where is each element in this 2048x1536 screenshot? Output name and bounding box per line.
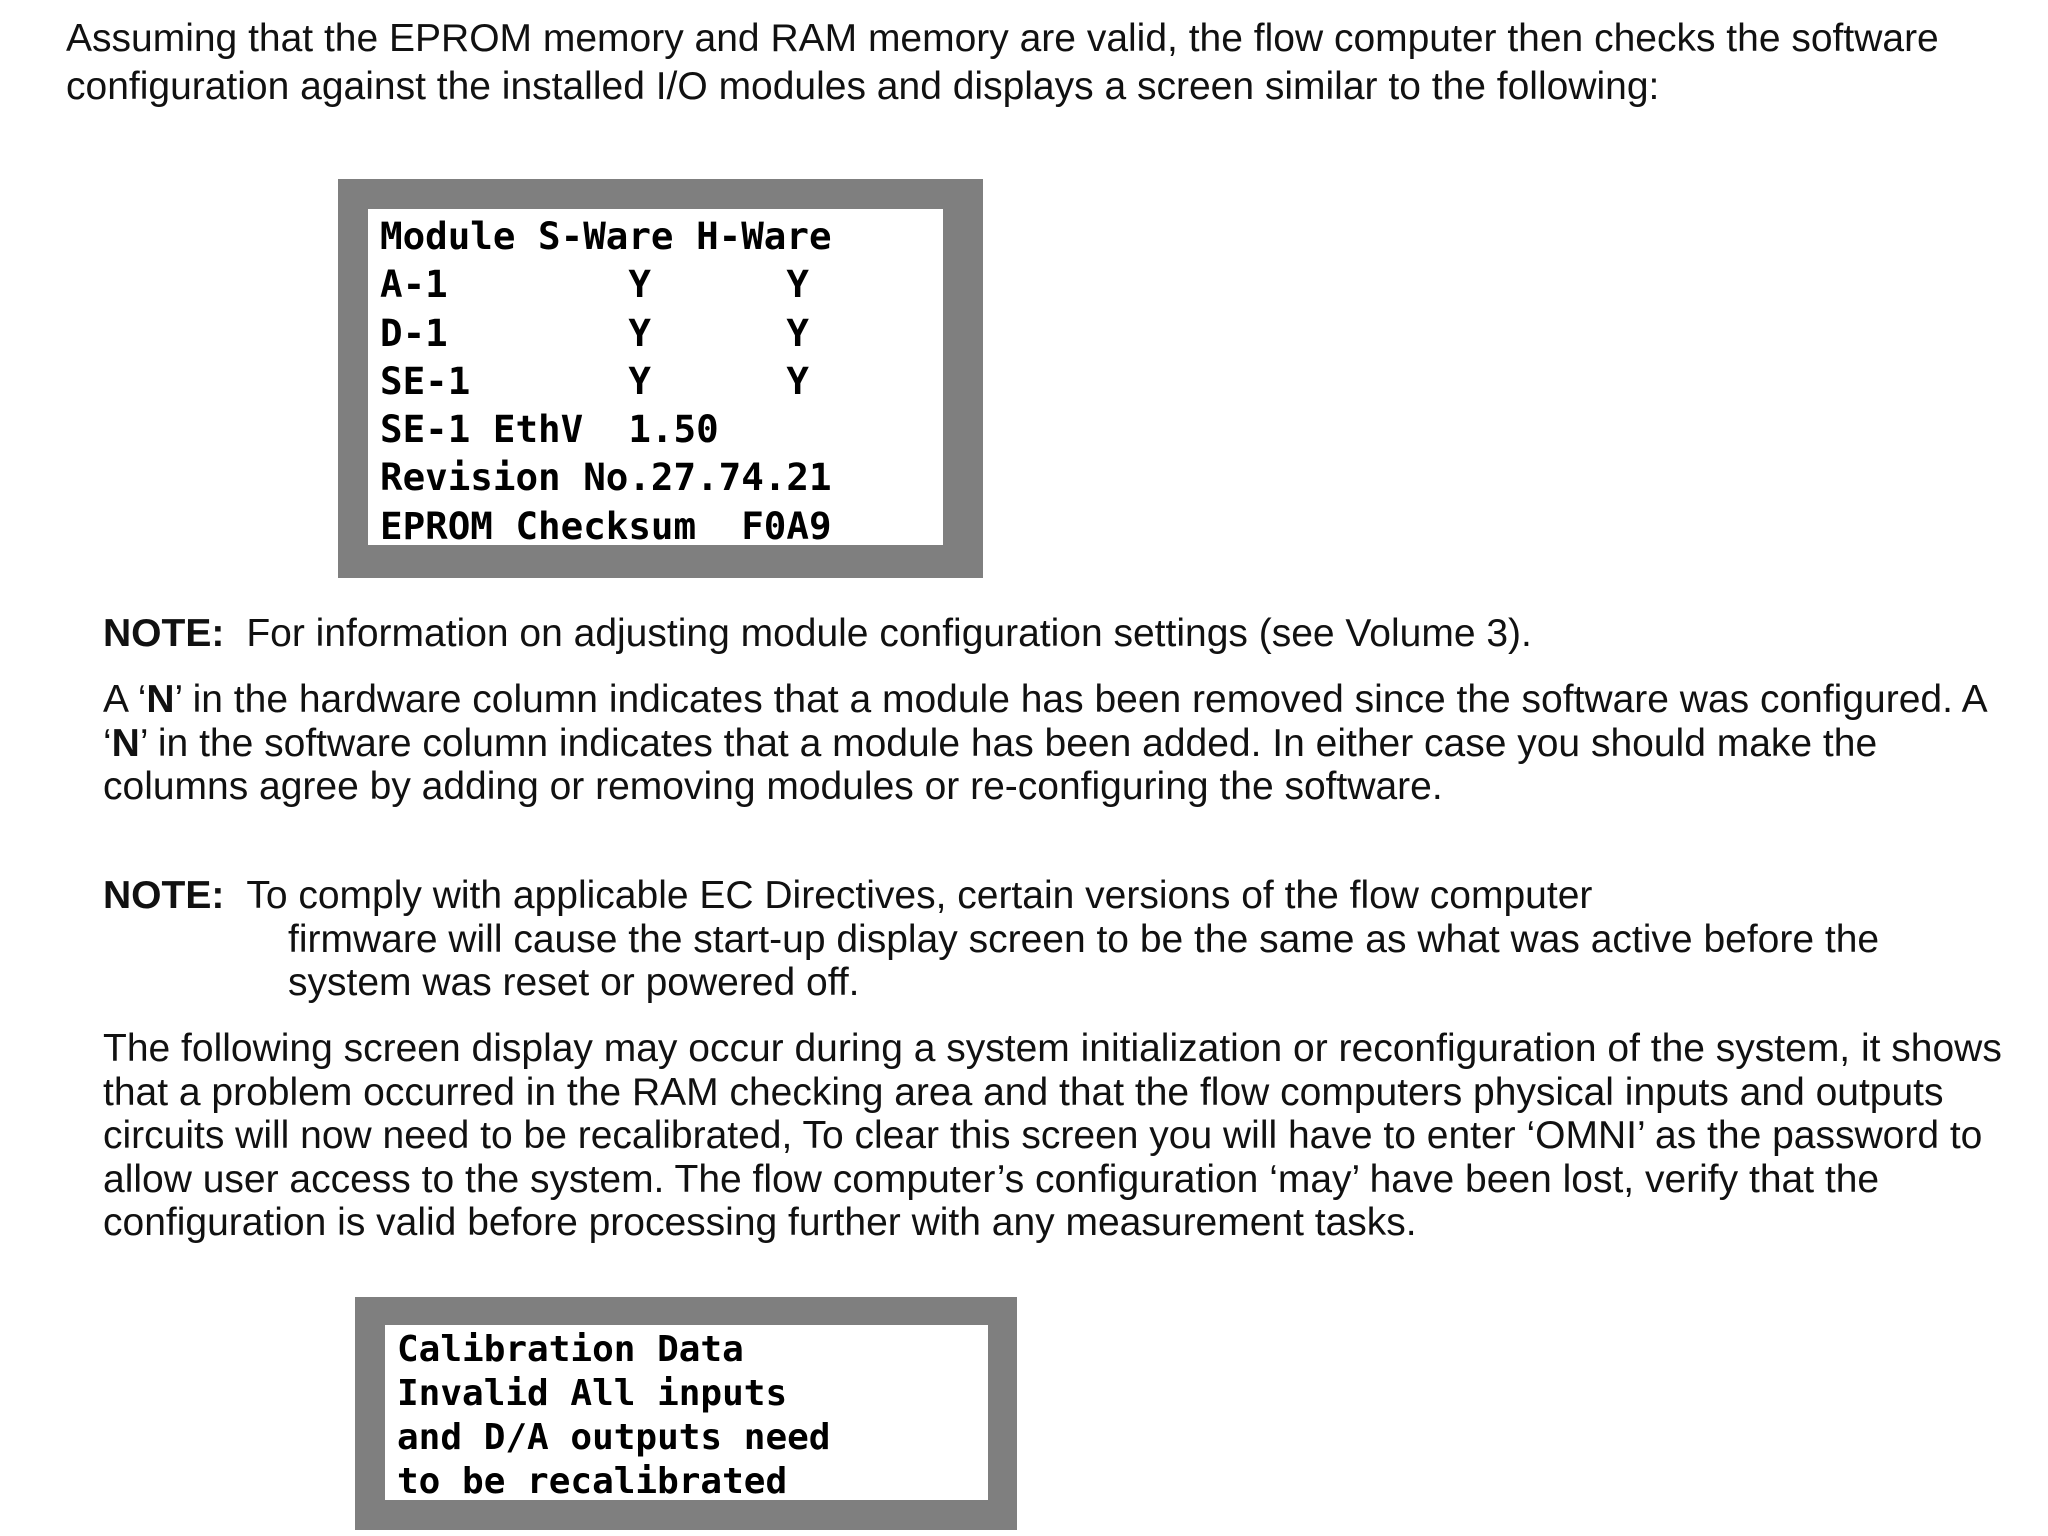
bold-n: N (111, 721, 140, 765)
display-line-module-se1: SE-1 Y Y (380, 358, 809, 403)
calibration-invalid-display (355, 1297, 1017, 1530)
display-line-ethernet-version: SE-1 EthV 1.50 (380, 407, 719, 452)
note-text: For information on adjusting module configuration settings (see Volume 3). (246, 612, 1532, 655)
n-column-paragraph (103, 678, 2003, 809)
note-text-line1: To comply with applicable EC Directives, certain versions of the flow computer (246, 874, 1593, 917)
note-text-continued: firmware will cause the start-up display screen to be the same as what was active before the system was reset or powered off. (288, 917, 1880, 1004)
calibration-paragraph: The following screen display may occur during a system initialization or reconfiguration of the system, it shows that a problem occurred in the RAM checking area and that the flow computers physical inputs and outputs circuits will now need to be recalibrated, To clear this screen you will have to enter ‘OMNI’ as the password to allow user access to the system. The flow computer’s configuration ‘may’ have been lost, verify that the configuration is valid before processing further with any measurement tasks. (103, 1027, 2002, 1244)
bold-n: N (146, 678, 175, 721)
note-ec-directives (103, 874, 2003, 918)
note-label: NOTE: (103, 874, 225, 917)
intro-paragraph: Assuming that the EPROM memory and RAM memory are valid, the flow computer then checks the software configuration against the installed I/O modules and displays a screen similar to the following: (66, 17, 1939, 108)
module-config-display (338, 179, 983, 578)
display-line-module-a1: A-1 Y Y (380, 262, 809, 307)
paragraph-text: A ‘ (103, 678, 147, 721)
display-screen (385, 1325, 988, 1500)
paragraph-text: ’ in the software column indicates that a module has been added. In either case you should make the columns agree by adding or removing modules or re-configuring the software. (103, 721, 1878, 808)
display-line-1: Calibration Data (397, 1329, 744, 1370)
display-line-module-d1: D-1 Y Y (380, 310, 809, 355)
display-screen (368, 209, 943, 548)
display-line-3: and D/A outputs need (397, 1417, 831, 1458)
display-line-2: Invalid All inputs (397, 1373, 788, 1414)
display-header-line: Module S-Ware H-Ware (380, 214, 832, 258)
display-line-checksum: EPROM Checksum F0A9 (380, 503, 832, 548)
display-line-revision: Revision No.27.74.21 (380, 455, 832, 500)
display-line-4: to be recalibrated (397, 1461, 788, 1502)
note-label: NOTE: (103, 612, 225, 655)
paragraph-text: ’ in the hardware column indicates that a module has been removed since the software was configured. A ‘ (103, 678, 1986, 765)
note-volume3 (103, 612, 2003, 656)
